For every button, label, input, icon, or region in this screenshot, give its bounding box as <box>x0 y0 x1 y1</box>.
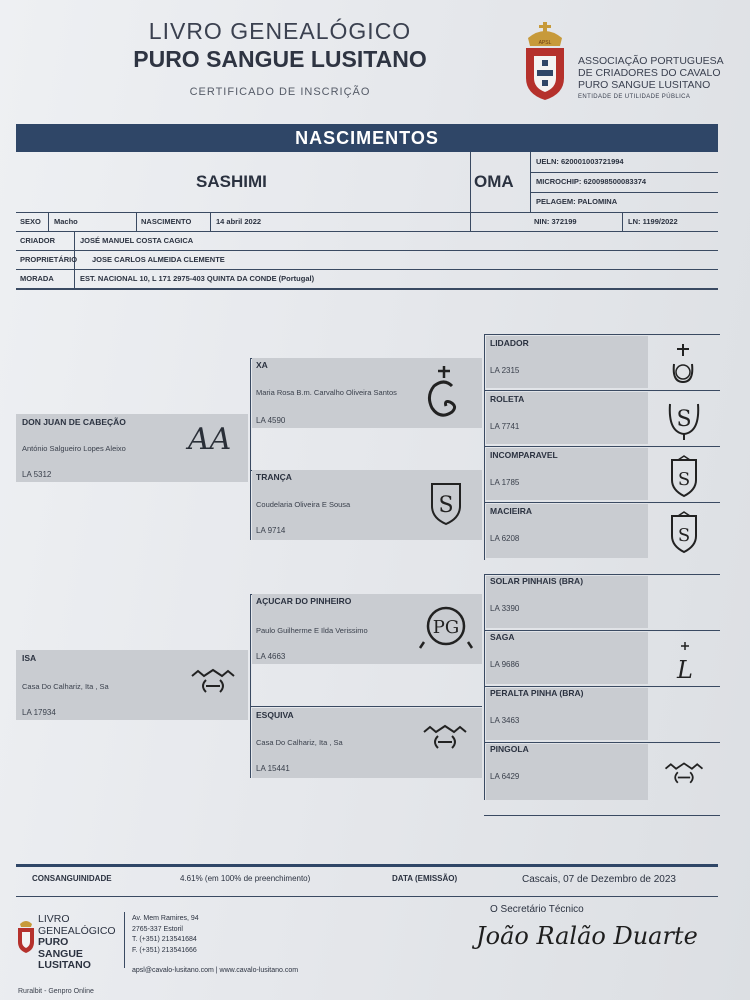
sexo-value: Macho <box>54 217 78 226</box>
shield-s-brand-icon <box>668 454 700 498</box>
title-line2: PURO SANGUE LUSITANO <box>133 46 427 72</box>
footer-logo-text: LIVRO GENEALÓGICO PURO SANGUE LUSITANO <box>38 913 116 971</box>
issue-date: Cascais, 07 de Dezembro de 2023 <box>522 874 676 885</box>
pg-brand-icon <box>418 604 474 652</box>
pedigree-gg-6: SAGA LA 9686 <box>486 632 648 684</box>
cross-l-brand-icon <box>672 640 698 684</box>
svg-text:L: L <box>677 656 693 684</box>
consanguinidade-value: 4.61% (em 100% de preenchimento) <box>180 874 311 883</box>
crown-brand-icon <box>420 724 470 752</box>
software-credit: Ruralbit - Genpro Online <box>18 988 94 995</box>
pedigree-dam: ISA Casa Do Calhariz, Ita , Sa LA 17934 <box>16 650 248 720</box>
nascimento-value: 14 abril 2022 <box>216 217 262 226</box>
pedigree-dam-dam: ESQUIVA Casa Do Calhariz, Ita , Sa LA 15441 <box>252 708 482 778</box>
criador-value: JOSÉ MANUEL COSTA CAGICA <box>80 236 194 245</box>
shield-s-brand-icon <box>428 480 464 526</box>
morada-value: EST. NACIONAL 10, L 171 2975-403 QUINTA DA CONDE (Portugal) <box>80 274 315 283</box>
certificate-subtitle: CERTIFICADO DE INSCRIÇÃO <box>189 86 371 98</box>
crest-text: APSL <box>538 40 552 46</box>
pedigree-gg-3: INCOMPARAVEL LA 1785 <box>486 448 648 500</box>
sexo-label: SEXO <box>20 217 41 226</box>
footer-address: Av. Mem Ramires, 94 2765-337 Estoril T. (+351) 213541684 F. (+351) 213541666 <box>132 915 199 954</box>
cross-g-brand-icon <box>422 364 466 422</box>
pedigree-sire-dam: TRANÇA Coudelaria Oliveira E Sousa LA 9714 S <box>252 470 482 540</box>
svg-text:S: S <box>677 525 691 546</box>
section-bar-nascimentos: NASCIMENTOS <box>16 124 718 152</box>
pedigree-gg-1: LIDADOR LA 2315 <box>486 336 648 388</box>
secretary-title: O Secretário Técnico <box>490 904 584 915</box>
shield-s-brand-icon <box>668 510 700 554</box>
pedigree-sire-sire: XA Maria Rosa B.m. Carvalho Oliveira Santos LA 4590 <box>252 358 482 428</box>
nin-field: NIN: 372199 <box>534 217 577 226</box>
microchip-field: MICROCHIP: 620098500083374 <box>536 177 647 186</box>
pedigree-gg-4: MACIEIRA LA 6208 <box>486 504 648 558</box>
morada-label: MORADA <box>20 274 54 283</box>
svg-text:S: S <box>677 469 691 490</box>
pedigree-sire: DON JUAN DE CABEÇÃO António Salgueiro Lopes Aleixo LA 5312 AA <box>16 414 248 482</box>
proprietario-label: PROPRIETÁRIO <box>20 255 78 264</box>
association-name: ASSOCIAÇÃO PORTUGUESA DE CRIADORES DO CAVALO PURO SANGUE LUSITANO ENTIDADE DE UTILIDADE PÚBLICA <box>578 55 724 100</box>
pedigree-dam-sire: AÇUCAR DO PINHEIRO Paulo Guilherme E Ilda Verissimo LA 4663 PG <box>252 594 482 664</box>
apsl-crest-icon <box>522 20 568 107</box>
horse-brand: OMA <box>474 172 514 191</box>
svg-text:S: S <box>676 407 692 432</box>
title-line1: LIVRO GENEALÓGICO <box>148 18 412 44</box>
pelagem-field: PELAGEM: PALOMINA <box>536 197 618 206</box>
ln-field: LN: 1199/2022 <box>628 217 678 226</box>
crown-brand-icon <box>188 668 238 696</box>
svg-text:PG: PG <box>432 617 460 638</box>
horse-name: SASHIMI <box>196 172 267 191</box>
svg-text:S: S <box>438 493 454 518</box>
s-horseshoe-brand-icon <box>664 398 704 442</box>
secretary-signature: João Ralão Duarte <box>476 922 698 950</box>
pedigree-gg-7: PERALTA PINHA (BRA) LA 3463 <box>486 688 648 740</box>
footer-contacts: apsl@cavalo-lusitano.com | www.cavalo-lusitano.com <box>132 967 299 974</box>
ueln-field: UELN: 620001003721994 <box>536 157 624 166</box>
consanguinidade-label: CONSANGUINIDADE <box>32 874 112 883</box>
proprietario-value: JOSE CARLOS ALMEIDA CLEMENTE <box>92 255 225 264</box>
data-label: DATA (EMISSÃO) <box>392 874 458 883</box>
pedigree-gg-8: PINGOLA LA 6429 <box>486 744 648 800</box>
nascimento-label: NASCIMENTO <box>141 217 192 226</box>
pedigree-gg-5: SOLAR PINHAIS (BRA) LA 3390 <box>486 576 648 628</box>
pedigree-gg-2: ROLETA LA 7741 <box>486 392 648 444</box>
cross-moon-brand-icon <box>668 342 698 388</box>
criador-label: CRIADOR <box>20 236 55 245</box>
aa-brand-icon: AA <box>188 422 232 457</box>
crown-brand-icon <box>662 760 706 788</box>
apsl-crest-small-icon <box>16 918 36 954</box>
